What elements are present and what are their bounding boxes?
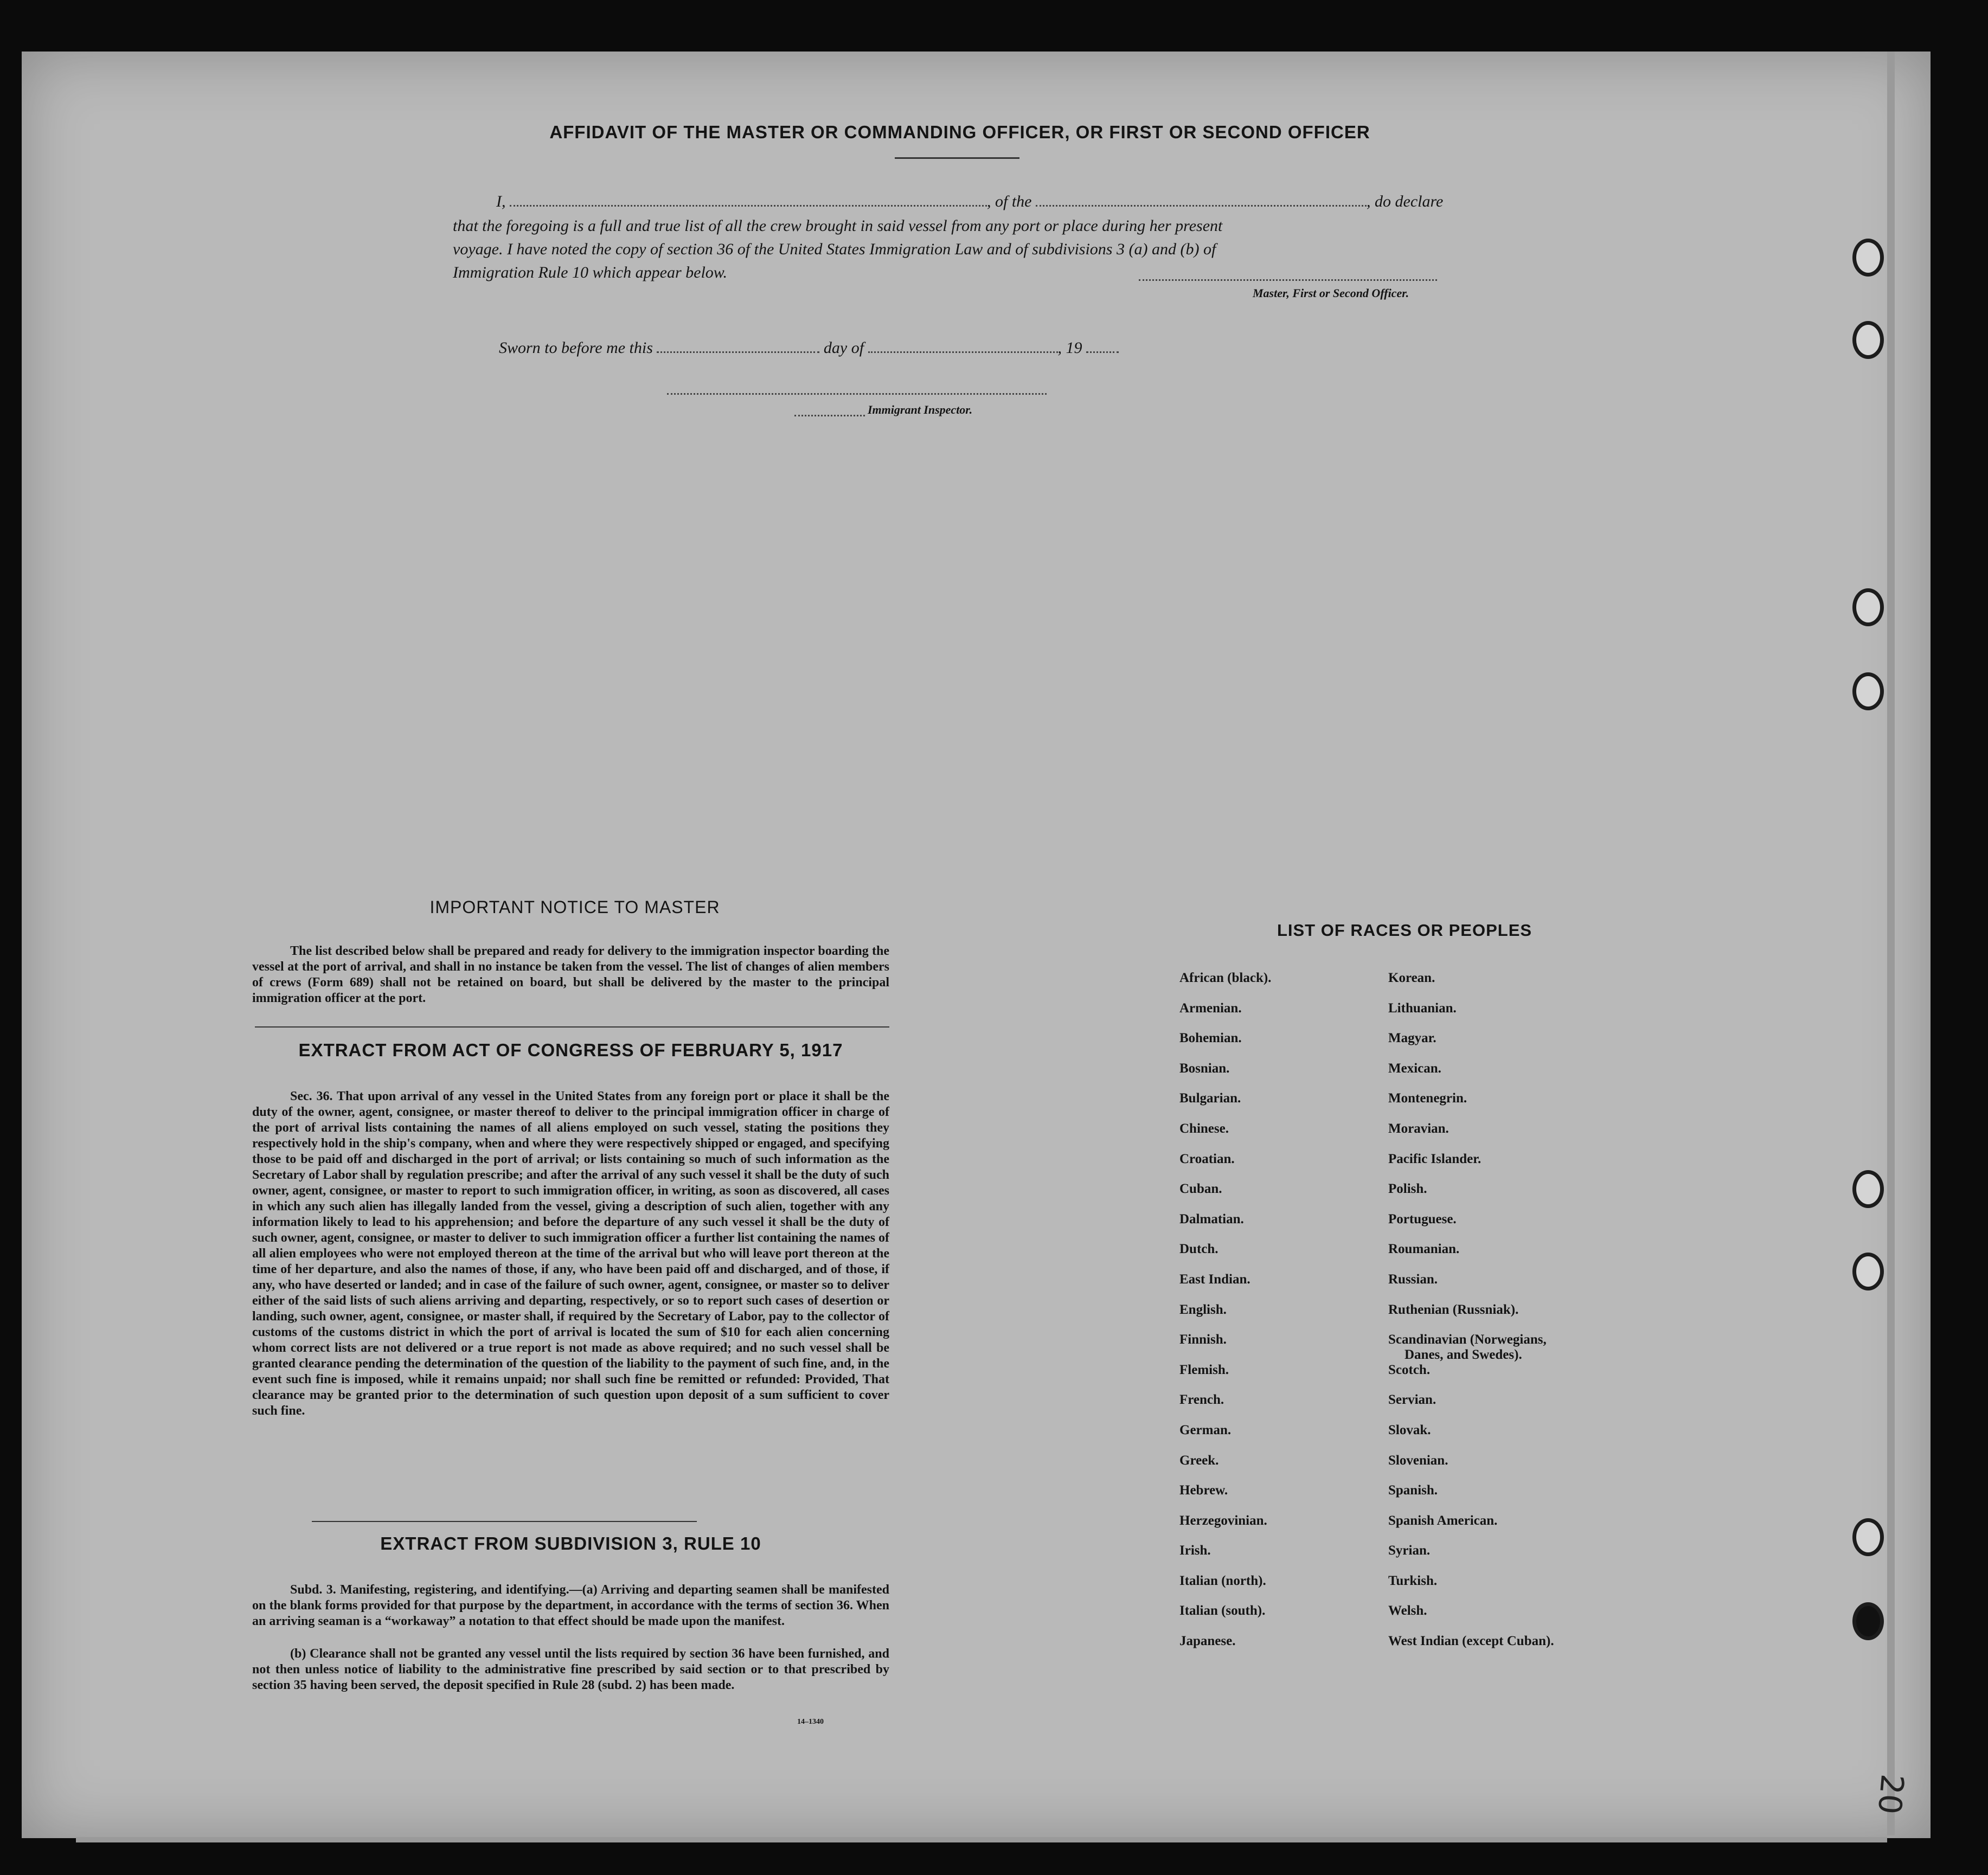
race-item: Pacific Islander. [1388, 1151, 1482, 1166]
sworn-date-field[interactable] [657, 351, 819, 353]
of-the-label: , of the [987, 192, 1032, 210]
race-item: Dutch. [1179, 1242, 1219, 1257]
inspector-label: Immigrant Inspector. [868, 403, 973, 416]
race-item: Bosnian. [1179, 1061, 1230, 1076]
sworn-year-field[interactable] [1086, 351, 1119, 353]
binder-hole-icon [1852, 588, 1884, 626]
race-item: Portuguese. [1388, 1211, 1457, 1227]
affidavit-text-line: Immigration Rule 10 which appear below. [453, 264, 728, 281]
race-item: Montenegrin. [1388, 1091, 1467, 1106]
binder-hole-icon [1852, 321, 1884, 359]
extract-rule-title: EXTRACT FROM SUBDIVISION 3, RULE 10 [380, 1533, 761, 1553]
race-item: Bohemian. [1179, 1031, 1242, 1046]
race-item: Slovak. [1388, 1422, 1431, 1437]
race-item: Moravian. [1388, 1121, 1449, 1136]
section-divider [255, 1026, 889, 1028]
race-item: Croatian. [1179, 1151, 1235, 1166]
race-item: Dalmatian. [1179, 1211, 1244, 1227]
year-label: , 19 [1057, 339, 1082, 357]
race-item: Servian. [1388, 1392, 1437, 1408]
race-item: African (black). [1179, 971, 1272, 985]
section-divider [312, 1521, 697, 1522]
race-item: Roumanian. [1388, 1242, 1460, 1257]
race-item: Scotch. [1388, 1362, 1431, 1377]
race-item: Bulgarian. [1179, 1091, 1241, 1106]
race-item: West Indian (except Cuban). [1388, 1634, 1554, 1649]
declarant-label: I, [496, 192, 506, 210]
race-item: Polish. [1388, 1181, 1427, 1197]
sworn-month-field[interactable] [868, 351, 1058, 353]
signature-field[interactable] [1139, 279, 1437, 281]
race-item: Turkish. [1388, 1573, 1438, 1588]
races-right-column [1388, 971, 1605, 1664]
race-item: Armenian. [1179, 1000, 1242, 1016]
binder-hole-icon [1852, 1170, 1884, 1208]
race-item: Korean. [1388, 971, 1435, 985]
extract-act-title: EXTRACT FROM ACT OF CONGRESS OF FEBRUARY 5, 1917 [298, 1040, 843, 1060]
race-item [1388, 1332, 1605, 1363]
race-item: Cuban. [1179, 1181, 1222, 1197]
race-item: Hebrew. [1179, 1483, 1228, 1498]
race-item: Italian (north). [1179, 1573, 1266, 1588]
race-item: Finnish. [1179, 1332, 1227, 1347]
race-item: Irish. [1179, 1543, 1211, 1558]
affidavit-title: AFFIDAVIT OF THE MASTER OR COMMANDING OFFICER, OR FIRST OR SECOND OFFICER [549, 122, 1370, 142]
race-item: Ruthenian (Russniak). [1388, 1302, 1519, 1317]
race-item: Spanish. [1388, 1483, 1438, 1498]
affidavit-declaration-line [496, 191, 1499, 213]
declarant-name-field[interactable] [510, 205, 987, 207]
race-item: Greek. [1179, 1453, 1219, 1468]
notice-title: IMPORTANT NOTICE TO MASTER [429, 897, 720, 917]
day-of-label: day of [823, 339, 864, 357]
inspector-signature-field[interactable] [667, 393, 1047, 395]
affidavit-text-line: voyage. I have noted the copy of section 36 of the United States Immigration Law and of subdivisions 3 (a) and (b) of [453, 240, 1216, 258]
race-item: German. [1179, 1422, 1232, 1437]
races-title: LIST OF RACES OR PEOPLES [1277, 921, 1532, 940]
race-item: Slovenian. [1388, 1453, 1448, 1468]
race-item: Russian. [1388, 1272, 1438, 1287]
race-item: Spanish American. [1388, 1513, 1498, 1528]
binder-hole-icon [1852, 672, 1884, 710]
page-edge-bottom [76, 1837, 1887, 1842]
race-item-text: Scandinavian (Norwegians, [1388, 1332, 1547, 1347]
binder-hole-icon [1852, 1253, 1884, 1290]
extract-rule-para-a: Subd. 3. Manifesting, registering, and identifying.—(a) Arriving and departing seamen shall be manifested on the blank forms provided for that purpose by the department, in accordance with the terms of section 36. When an arriving seaman is a “workaway” a notation to that effect should be made upon the manifest. [252, 1583, 889, 1628]
sworn-label: Sworn to before me this [499, 339, 653, 357]
signature-label: Master, First or Second Officer. [1253, 286, 1409, 300]
race-item: Herzegovinian. [1179, 1513, 1267, 1528]
races-left-column [1179, 971, 1396, 1664]
race-item: English. [1179, 1302, 1227, 1317]
race-item: Syrian. [1388, 1543, 1431, 1558]
page-edge-right [1887, 52, 1895, 1835]
binder-hole-icon [1852, 239, 1884, 277]
race-item: East Indian. [1179, 1272, 1250, 1287]
race-item: Mexican. [1388, 1061, 1441, 1076]
race-item: Welsh. [1388, 1603, 1427, 1619]
binder-hole-icon [1852, 1602, 1884, 1640]
race-item: Magyar. [1388, 1031, 1437, 1046]
vessel-position-field[interactable] [1036, 205, 1367, 207]
sworn-line [499, 337, 1204, 359]
race-item: Chinese. [1179, 1121, 1229, 1136]
title-underline [895, 157, 1019, 159]
handwritten-page-number: 20 [1870, 1773, 1911, 1816]
race-item: Italian (south). [1179, 1603, 1266, 1619]
form-number: 14–1340 [797, 1718, 824, 1726]
declare-label: , do declare [1367, 192, 1444, 210]
notice-body: The list described below shall be prepared and ready for delivery to the immigration inspector boarding the vessel at the port of arrival, and shall in no instance be taken from the vessel. The list of changes of alien members of crews (Form 689) shall not be retained on board, but shall be delivered by the master to the principal immigration officer at the port. [252, 944, 889, 1005]
race-item: Japanese. [1179, 1634, 1236, 1649]
extract-act-body: Sec. 36. That upon arrival of any vessel in the United States from any foreign port or place it shall be the duty of the owner, agent, consignee, or master thereof to deliver to the principal immigration officer in charge of the port of arrival lists containing the names of all aliens employed on such vessel, stating the positions they respectively hold in the ship's company, when and where they were respectively shipped or engaged, and specifying those to be paid off and discharged in the port of arrival; or lists containing so much of such information as the Secretary of Labor shall by regulation prescribe; and after the arrival of any such vessel it shall be the duty of such owner, agent, consignee, or master to report to such immigration officer, in writing, as soon as discovered, all cases in which any such alien has illegally landed from the vessel, giving a description of such alien, together with any information likely to lead to his apprehension; and before the departure of any such vessel it shall be the duty of such owner, agent, consignee, or master to deliver to such immigration officer a further list containing the names of all alien employees who were not employed thereon at the time of the arrival but who will leave port thereon at the time of her departure, and also the names of those, if any, who have been paid off and discharged, and of those, if any, who have deserted or landed; and in case of the failure of such owner, agent, consignee, or master so to deliver either of the said lists of such aliens arriving and departing, respectively, or so to report such cases of desertion or landing, such owner, agent, consignee, or master shall, if required by the Secretary of Labor, pay to the collector of customs of the customs district in which the port of arrival is located the sum of $10 for each alien concerning whom correct lists are not delivered or a true report is not made as above required; and no such vessel shall be granted clearance pending the determination of the question of the liability to the payment of such fine, and, in the event such fine is imposed, while it remains unpaid; nor shall such fine be remitted or refunded: Provided, That clearance may be granted prior to the determination of such question upon deposit of a sum sufficient to cover such fine. [252, 1089, 889, 1418]
race-item-continuation: Danes, and Swedes). [1405, 1347, 1522, 1363]
race-item: French. [1179, 1392, 1224, 1408]
binder-hole-icon [1852, 1518, 1884, 1556]
race-item: Flemish. [1179, 1362, 1229, 1377]
race-item: Lithuanian. [1388, 1000, 1457, 1016]
inspector-dotted-lead [794, 415, 865, 416]
affidavit-text-line: that the foregoing is a full and true list of all the crew brought in said vessel from any port or place during her present [453, 217, 1223, 235]
extract-rule-para-b: (b) Clearance shall not be granted any vessel until the lists required by section 36 have been furnished, and not then unless notice of liability to the administrative fine prescribed by said section or to that prescribed by section 35 having been served, the deposit specified in Rule 28 (subd. 2) has been made. [252, 1647, 889, 1692]
